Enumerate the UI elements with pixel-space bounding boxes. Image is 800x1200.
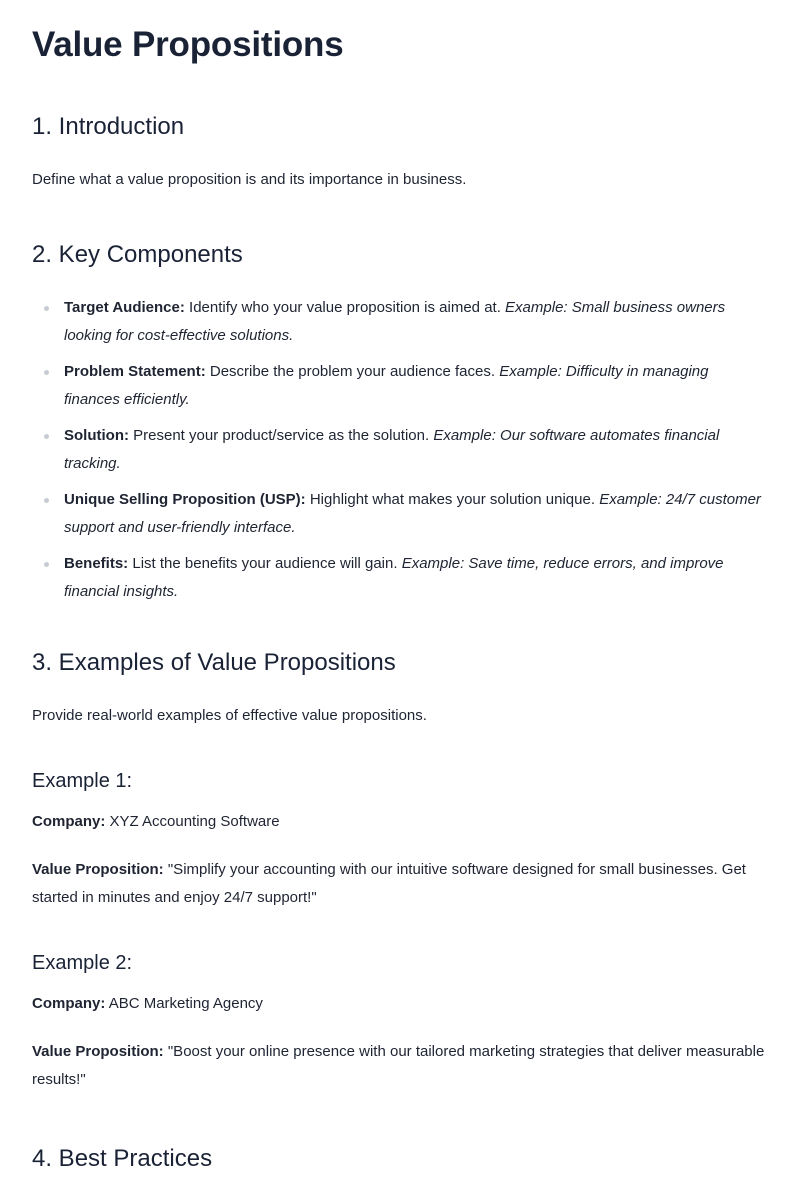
component-example: Example: Save time, reduce errors, and improve financial insights. (64, 555, 724, 600)
company-label: Company: (32, 995, 106, 1012)
list-item (64, 358, 768, 414)
list-item (64, 294, 768, 350)
key-components-list (32, 294, 768, 606)
component-example: Example: Small business owners looking for cost-effective solutions. (64, 299, 726, 344)
section-heading-key-components: 2. Key Components (32, 241, 243, 268)
list-item (64, 422, 768, 478)
example-value-proposition (32, 856, 768, 912)
component-term: Problem Statement: (64, 363, 206, 380)
component-term: Benefits: (64, 555, 129, 572)
company-value: ABC Marketing Agency (108, 995, 263, 1012)
component-term: Target Audience: (64, 299, 185, 316)
company-label: Company: (32, 813, 106, 830)
example-heading: Example 1: (32, 770, 133, 792)
component-description: Present your product/service as the solution. (133, 427, 430, 444)
value-proposition-value: "Boost your online presence with our tailored marketing strategies that deliver measurable results!" (32, 1043, 765, 1088)
component-description: List the benefits your audience will gain. (132, 555, 398, 572)
section-heading-examples: 3. Examples of Value Propositions (32, 649, 396, 676)
value-proposition-value: "Simplify your accounting with our intuitive software designed for small businesses. Get started in minutes and enjoy 24/7 support!" (32, 861, 746, 906)
company-value: XYZ Accounting Software (109, 813, 280, 830)
introduction-text: Define what a value proposition is and its importance in business. (32, 171, 467, 188)
example-company (32, 990, 768, 1018)
component-description: Identify who your value proposition is aimed at. (189, 299, 501, 316)
value-proposition-label: Value Proposition: (32, 861, 164, 878)
value-proposition-label: Value Proposition: (32, 1043, 164, 1060)
page-title: Value Propositions (32, 25, 344, 64)
examples-intro-text: Provide real-world examples of effective value propositions. (32, 707, 427, 724)
example-value-proposition (32, 1038, 768, 1094)
section-heading-best-practices: 4. Best Practices (32, 1145, 213, 1172)
list-item (64, 550, 768, 606)
example-heading: Example 2: (32, 952, 133, 974)
component-term: Solution: (64, 427, 129, 444)
component-example: Example: Our software automates financial tracking. (64, 427, 720, 472)
component-term: Unique Selling Proposition (USP): (64, 491, 306, 508)
section-heading-introduction: 1. Introduction (32, 113, 185, 140)
component-description: Describe the problem your audience faces. (209, 363, 496, 380)
component-example: Example: 24/7 customer support and user-friendly interface. (64, 491, 761, 536)
list-item (64, 486, 768, 542)
component-example: Example: Difficulty in managing finances efficiently. (64, 363, 709, 408)
component-description: Highlight what makes your solution unique. (309, 491, 596, 508)
example-company (32, 808, 768, 836)
